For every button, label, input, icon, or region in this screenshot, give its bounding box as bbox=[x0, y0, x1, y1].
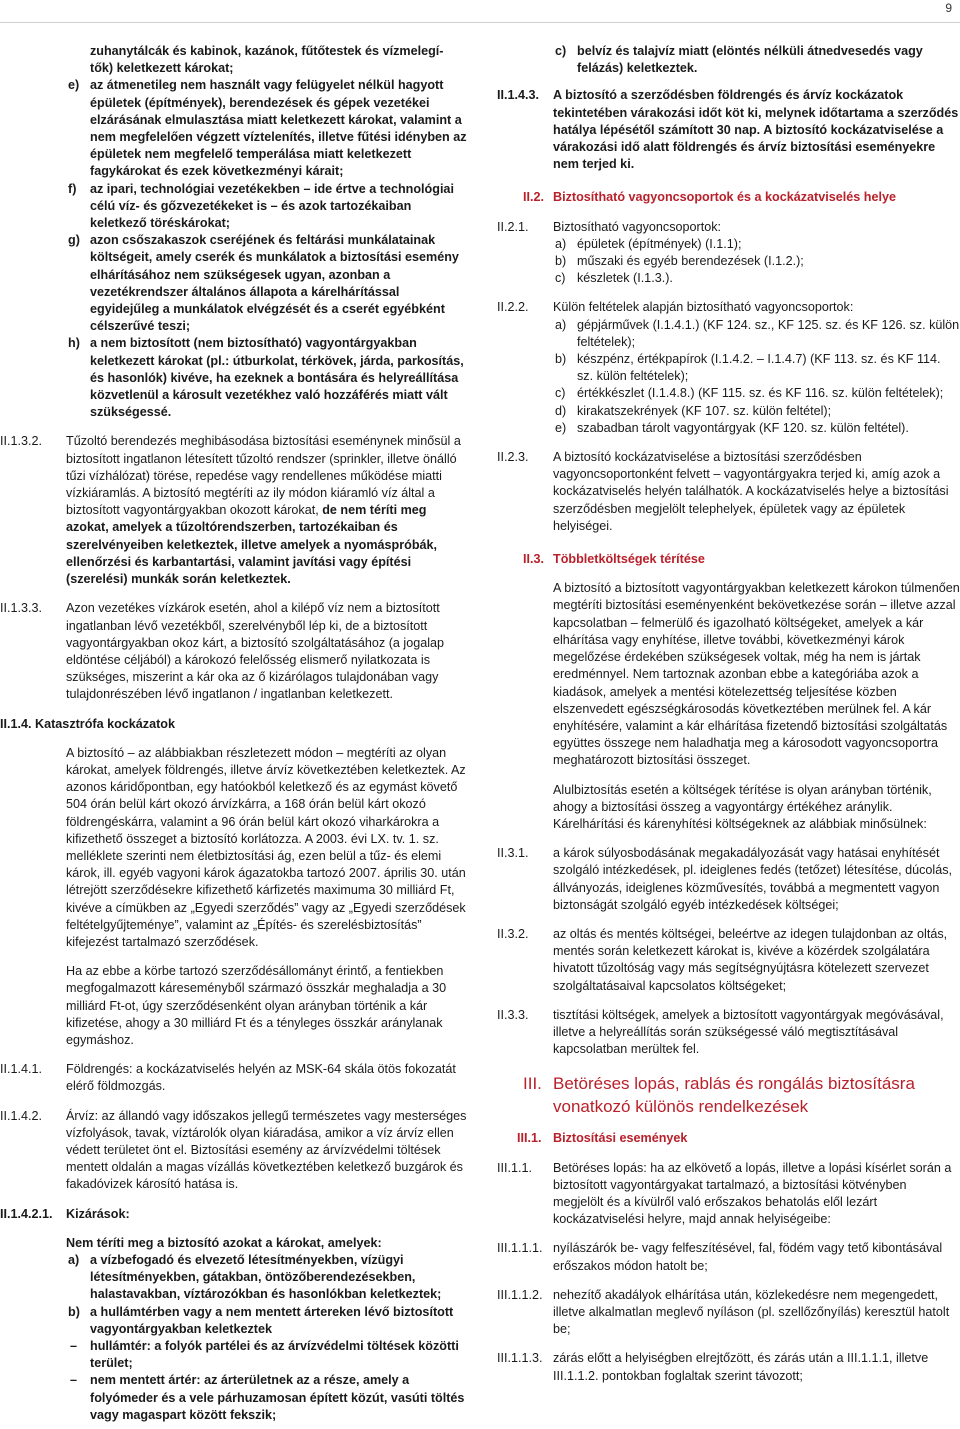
left-column bbox=[0, 43, 470, 1424]
page-number: 9 bbox=[945, 1, 952, 15]
section-III-1-1-3: III.1.1.3. zárás előtt a helyiségben elrejtőzött, és zárás után a III.1.1.1, illetve III.1.1.2. pontokban foglaltak szerint távozott; bbox=[497, 1351, 929, 1383]
section-number: II.1.4.3. bbox=[497, 88, 540, 103]
section-number: II.3.2. bbox=[497, 926, 529, 941]
section-II-1-4-heading: II.1.4. Katasztrófa kockázatok bbox=[0, 716, 175, 731]
section-III-1-1-1: III.1.1.1. nyílászárók be- vagy felfeszítésével, fal, födém vagy tető kibontásával erőszakos módon hatolt be; bbox=[497, 1241, 943, 1273]
section-III-1-heading: III.1. Biztosítási események bbox=[497, 1130, 960, 1147]
section-II-3-paragraph-2: Alulbiztosítás esetén a költségek térítése is olyan arányban történik, ahogy a biztosítási összeg a vagyontárgy értékéhez aránylik. Kárelhárítási és kárenyhítési költségeknek az alábbiak minősülnek: bbox=[553, 782, 932, 831]
section-number: II.1.4.2.1. bbox=[0, 1206, 53, 1221]
header-rule bbox=[0, 22, 960, 23]
section-II-1-4-2: II.1.4.2. Árvíz: az állandó vagy időszakos jellegű természetes vagy mesterséges vízfolyások, tavak, víztárolók olyan kiáradása, amikor a víz árvíz ellen védett területet önt el. Biztosítási esemény az árvízvédelmi töltések mentett oldalán a magas vízállás következtében keletkező buzgárok és fakadóvizek károsító hatása is. bbox=[0, 1108, 467, 1192]
list-item: f) az ipari, technológiai vezetékekben – ide értve a technológiai célú víz- és gőzvezetékeket is – és azok tartozékaiban keletkező töréskárokat; bbox=[68, 181, 454, 231]
section-III-1-1-2: III.1.1.2. nehezítő akadályok elhárítása után, közlekedésre nem megengedett, illetve alkalmatlan meglevő nyíláson (pl. szellőzőnyílás) keresztül hatolt be; bbox=[497, 1287, 950, 1337]
exclusions-block: Nem téríti meg a biztosító azokat a károkat, amelyek: a) a vízbefogadó és elvezető létesítményekben, vízügyi létesítményekben, gátakban, öntözőberendezésekben, halastavakban, víztározókban és hasonlókban keletkeztek; b) a hullámtérben vagy a nem mentett ártereken lévő biztosított vagyontárgyakban keletkeztek – hullámtér: a folyók partélei és az árvízvédelmi töltések közötti terület; – nem mentett ártér: az árterületnek az a része, amely a folyómeder és a vele párhuzamosan épített közút, vasúti töltés vagy magaspart között fekszik; bbox=[0, 1235, 470, 1424]
section-II-3-2: II.3.2. az oltás és mentés költségei, beleértve az idegen tulajdonban az oltás, mentés során keletkezett károkat is, kivéve a közérdek szolgálatára hivatott tűzoltóság vagy más segítségnyújtásra kötelezett szervezet szolgáltatásaival kapcsolatos költségeket; bbox=[497, 926, 948, 993]
list-item: – hullámtér: a folyók partélei és az árvízvédelmi töltések közötti terület; bbox=[70, 1339, 459, 1371]
section-II-2-2: II.2.2. Külön feltételek alapján biztosítható vagyoncsoportok: a) gépjárművek (I.1.4.1.) (KF 124. sz., KF 125. sz. és KF 126. sz. külön feltételek); b) készpénz, értékpapírok (I.1.4.2. – I.1.4.7) (KF 113. sz. és KF 114. sz. külön feltételek); c) értékkészlet (I.1.4.8.) (KF 115. sz. és KF 116. sz. külön feltételek); d) kirakatszekrények (KF 107. sz. külön feltétel); e) szabadban tárolt vagyontárgyak (KF 120. sz. külön feltétel). bbox=[497, 299, 960, 437]
section-number: II.3. bbox=[523, 552, 544, 567]
item-c-belviz bbox=[497, 43, 960, 77]
section-II-3-paragraph-1: A biztosító a biztosított vagyontárgyakban keletkezett károkon túlmenően megtéríti biztosítási eseményenként bekövetkezése során – illetve azzal kapcsolatban – felmerülő és igazolható költségeket, amelyek a kár elhárítása vagy enyhítése, illetve további, következményi károk megelőzése érdekében szükségesek voltak, még ha nem is jártak eredménnyel. Nem tartoznak azonban ebbe a kategóriába azok a kiadások, amelyek a mentési kötelezettség teljesítése közben elszenvedett egészségkárosodás következtében merülnek fel. A kár enyhítésére, valamint a kár elhárítása fizetendő biztosítási szolgáltatás együttes összege nem haladhatja meg a károsodott vagyoncsoportra meghatározott biztosítási összeget. bbox=[553, 581, 960, 768]
section-II-1-4-2-1: II.1.4.2.1. Kizárások: bbox=[0, 1206, 470, 1223]
list-item: a) gépjárművek (I.1.4.1.) (KF 124. sz., KF 125. sz. és KF 126. sz. külön feltételek); bbox=[555, 317, 960, 349]
section-II-2-1: II.2.1. Biztosítható vagyoncsoportok: a) épületek (építmények) (I.1.1); b) műszaki és egyéb berendezések (I.1.2.); c) készletek (I.1.3.). bbox=[497, 219, 960, 288]
section-number: III.1. bbox=[517, 1131, 542, 1146]
list-item: e) az átmenetileg nem használt vagy felügyelet nélkül hagyott épületek (építmények), berendezések és gépek vezetékei elzárásának elmulasztása miatt keletkezett károkat, valamint a nem megfelelően végzett víztelenítés, illetve fűtési idényben az épületek nem megfelelő temperálása miatt keletkezett fagykárokat és ezek következményi kárait; bbox=[68, 78, 467, 179]
section-number: II.3.1. bbox=[497, 846, 529, 861]
section-number: III.1.1. bbox=[497, 1160, 533, 1175]
right-column bbox=[497, 43, 960, 1397]
list-item: c) értékkészlet (I.1.4.8.) (KF 115. sz. és KF 116. sz. külön feltételek); bbox=[555, 386, 944, 401]
section-II-1-4-paragraph-2: Ha az ebbe a körbe tartozó szerződésállományt érintő, a fentiekben megfogalmazott káreseményből származó összkár meghaladja a 30 milliárd Ft-ot, úgy szerződésenként olyan arányban történik a kár kifizetése, ahogy a 30 milliárd Ft és a tényleges összkár aránylanak egymáshoz. bbox=[66, 964, 447, 1047]
section-number: II.2. bbox=[523, 190, 544, 205]
section-number: II.1.4.1. bbox=[0, 1062, 43, 1077]
section-number: III. bbox=[523, 1074, 542, 1094]
list-item: c) belvíz és talajvíz miatt (elöntés nélküli átnedvesedés vagy felázás) keletkeztek. bbox=[555, 44, 923, 76]
section-number: II.2.2. bbox=[497, 300, 529, 315]
section-II-1-3-3: II.1.3.3. Azon vezetékes vízkárok esetén, ahol a kilépő víz nem a biztosított ingatlanban lévő vezetékből, szerelvényből lép ki, de a biztosított vagyontárgyakban okoz kárt, a biztosító szolgáltatásához (a jogalap eldöntése céljából) a károkozó felelősség elismerő nyilatkozata is szükséges, miszerint a kár oka az ő kizárólagos tulajdonában vagy tulajdonrészében lévő ingatlanon / ingatlanban keletkezett. bbox=[0, 601, 445, 702]
list-item: – nem mentett ártér: az árterületnek az a része, amely a folyómeder és a vele párhuzamosan épített közút, vasúti töltés vagy magaspart között fekszik; bbox=[70, 1373, 465, 1422]
list-item: b) készpénz, értékpapírok (I.1.4.2. – I.1.4.7) (KF 113. sz. és KF 114. sz. külön feltételek); bbox=[555, 352, 941, 384]
section-number: II.2.1. bbox=[497, 219, 529, 234]
section-number: III.1.1.3. bbox=[497, 1351, 543, 1366]
exclusion-list-e-h bbox=[0, 77, 470, 421]
list-item: g) azon csőszakaszok cseréjének és feltárási munkálatainak költségeit, amely cserék és munkálatok a biztosítási esemény elhárításához nem szükségesek ugyan, azonban a vezetékrendszer általános állapota a kárelhárítással egyidejűleg a munkálatok elvégzését és a cserét egyébként célszerűvé teszi; bbox=[68, 233, 459, 334]
list-item: c) készletek (I.1.3.). bbox=[555, 271, 673, 286]
section-number: III.1.1.2. bbox=[497, 1287, 543, 1302]
section-II-2-heading: II.2. Biztosítható vagyoncsoportok és a kockázatviselés helye bbox=[497, 189, 960, 206]
section-II-3-3: II.3.3. tisztítási költségek, amelyek a biztosított vagyontárgyak megóvásával, illetve a helyreállítás során szükségessé váló megtisztításával kapcsolatban merültek fel. bbox=[497, 1007, 944, 1057]
section-number: II.3.3. bbox=[497, 1007, 529, 1022]
section-II-2-3: II.2.3. A biztosító kockázatviselése a biztosítási szerződésben vagyoncsoportonként felvett – vagyontárgyakra terjed ki, amíg azok a kockázatviselés helyén találhatók. A kockázatviselés helye a biztosítási szerződésben megjelölt telephelyek, épületek vagy az épületek helyiségei. bbox=[497, 450, 949, 533]
section-number: II.1.4.2. bbox=[0, 1108, 43, 1123]
list-item: a) épületek (építmények) (I.1.1); bbox=[555, 236, 742, 251]
section-II-1-3-2: II.1.3.2. Tűzoltó berendezés meghibásodása biztosítási eseménynek minősül a biztosított ingatlanon létesített tűzoltó rendszer (sprinkler, illetve önálló tűzi vízhálózat) törése, repedése vagy rendellenes működése miatti vízkiáramlás. A biztosító megtéríti az ily módon kiáramló víz által a biztosított vagyontárgyakban okozott károkat, de nem téríti meg azokat, amelyek a tűzoltórendszerben, tartozékaiban és szerelvényeiben keletkeztek, illetve amelyek a nyomáspróbák, ellenőrzési és karbantartási, valamint javítási vagy építési (szerelési) munkák során keletkeztek. bbox=[0, 434, 461, 587]
intro-continuation: zuhanytálcák és kabinok, kazánok, fűtőtestek és vízmelegí- tők) keletkezett károkat; bbox=[90, 44, 444, 76]
section-number: II.2.3. bbox=[497, 450, 529, 465]
section-II-1-4-1: II.1.4.1. Földrengés: a kockázatviselés helyén az MSK-64 skála ötös fokozatát elérő földmozgás. bbox=[0, 1062, 456, 1094]
list-item: e) szabadban tárolt vagyontárgyak (KF 120. sz. külön feltétel). bbox=[555, 420, 909, 435]
list-item: d) kirakatszekrények (KF 107. sz. külön feltétel); bbox=[555, 403, 832, 418]
section-number: II.1.3.2. bbox=[0, 434, 43, 449]
list-item: a) a vízbefogadó és elvezető létesítményekben, vízügyi létesítményekben, gátakban, öntözőberendezésekben, halastavakban, víztározókban és hasonlókban keletkeztek; bbox=[68, 1253, 442, 1302]
section-number: II.1.3.3. bbox=[0, 601, 43, 616]
section-III-1-1: III.1.1. Betöréses lopás: ha az elkövető a lopás, illetve a lopási kísérlet során a biztosított vagyontárgyakat tartalmazó, a biztosítási kötvényben megjelölt és a kívülről való erőszakos behatolás elől lezárt kockázatviselési helyre, majd annak helyiségeibe: bbox=[497, 1160, 952, 1227]
section-II-3-heading: II.3. Többletköltségek térítése bbox=[497, 551, 960, 568]
section-II-3-1: II.3.1. a károk súlyosbodásának megakadályozását vagy hatásai enyhítését szolgáló intézkedések, pl. ideiglenes fedés (tetőzet) létesítése, dúcolás, állványozás, ideiglenes közművesítés, továbbá a megmentett vagyon biztonságát szolgáló egyéb intézkedések költségei; bbox=[497, 846, 953, 912]
list-item: b) a hullámtérben vagy a nem mentett ártereken lévő biztosított vagyontárgyakban keletkeztek bbox=[68, 1304, 454, 1336]
section-II-1-4-3: II.1.4.3. A biztosító a szerződésben földrengés és árvíz kockázatok tekintetében várakozási időt köt ki, melynek időtartama a szerződés hatálya lépésétől számított 30 nap. A biztosító kockázatviselése a várakozási idő alatt földrengés és árvíz biztosítási eseményekre nem terjed ki. bbox=[497, 88, 959, 172]
list-item: b) műszaki és egyéb berendezések (I.1.2.); bbox=[555, 254, 804, 269]
chapter-III-title: III. Betöréses lopás, rablás és rongálás biztosításra vonatkozó különös rendelkezések bbox=[523, 1074, 915, 1117]
section-II-1-4-paragraph-1: A biztosító – az alábbiakban részletezett módon – megtéríti az olyan károkat, amelyek földrengés, illetve árvíz következtében keletkeztek. Az azonos káridőpontban, egy hatóokból keletkező és az egymást követő 504 órán belül kárt okozó árvízkárra, a 168 órán belül kárt okozó földrengéskárra, valamint a 96 órán belül kárt okozó viharkárokra a kifizethető összeget a biztosító korlátozza. A 2003. évi LX. tv. 1. sz. melléklete szerinti nem életbiztosítási ág, ezen belül a tűz- és elemi károk, ill. egyéb vagyoni károk ágazatokba tartozó 2007. április 30. után létrejött szerződésekre kifizethető kárfizetés maximuma 30 milliárd Ft, kivéve a címükben az „Egyedi szerződés” vagy az „Egyedi szerződések feltételgyűjteménye”, valamint az „Építés- és szerelésbiztosítás” kifejezést tartalmazó szerződések. bbox=[66, 745, 466, 949]
list-item: h) a nem biztosított (nem biztosítható) vagyontárgyakban keletkezett károkat (pl.: útburkolat, térkövek, járda, parkosítás, és hasonlók) kivéve, ha ezeknek a bontására és helyreállítása közvetlenül a károsult vezetékhez való hozzáférés miatt vált szükségessé. bbox=[68, 336, 464, 420]
section-number: III.1.1.1. bbox=[497, 1241, 543, 1256]
